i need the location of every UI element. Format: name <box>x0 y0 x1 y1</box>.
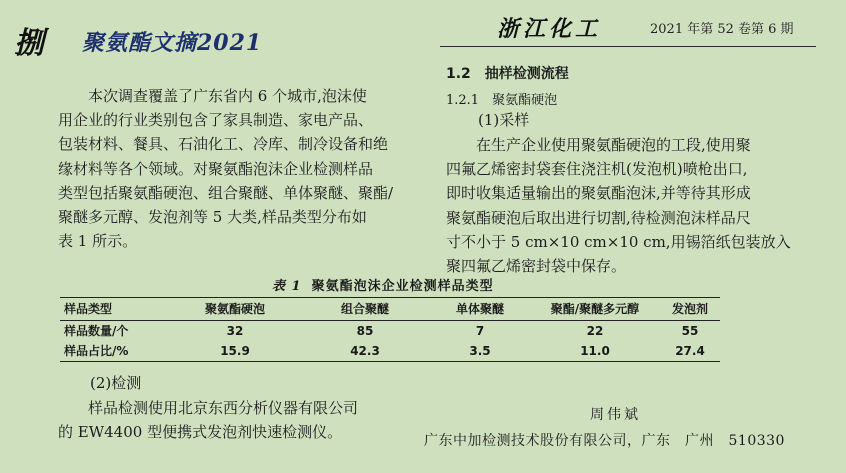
table-cell: 样品数量/个 <box>64 324 129 338</box>
table-caption-text: 聚氨酯泡沫企业检测样品类型 <box>311 279 494 294</box>
subsection-heading: 1.2.1 聚氨酯硬泡 <box>446 93 558 108</box>
section-heading: 1.2 抽样检测流程 <box>446 66 569 82</box>
detection-line: 的 EW4400 型便携式发泡剂快速检测仪。 <box>58 423 343 442</box>
detection-heading: (2)检测 <box>90 374 142 392</box>
table-caption-number: 表 1 <box>272 279 302 294</box>
table-cell: 样品占比/% <box>60 341 170 362</box>
intro-line: 类型包括聚氨酯硬泡、组合聚醚、单体聚醚、聚酯/ <box>58 183 394 202</box>
intro-paragraph <box>58 84 403 253</box>
sampling-line: 四氟乙烯密封袋套住浇注机(发泡机)喷枪出口, <box>446 160 748 179</box>
table-row <box>60 321 720 342</box>
table-cell: 15.9 <box>170 341 300 362</box>
sampling-line: 聚氨酯硬泡后取出进行切割,待检测泡沫样品尺 <box>446 208 751 227</box>
table-caption <box>272 275 494 294</box>
sample-type-table <box>60 297 720 362</box>
intro-line: 缘材料等各个领域。对聚氨酯泡沫企业检测样品 <box>58 159 374 178</box>
table-cell: 32 <box>226 323 244 338</box>
table-cell: 27.4 <box>660 341 720 362</box>
detection-line: 样品检测使用北京东西分析仪器有限公司 <box>88 399 359 417</box>
table-row <box>60 341 720 362</box>
sampling-heading: (1)采样 <box>478 111 530 129</box>
intro-line: 包装材料、餐具、石油化工、冷库、制冷设备和绝 <box>58 135 389 154</box>
sampling-line: 在生产企业使用聚氨酯硬泡的工段,使用聚 <box>476 136 751 154</box>
author-name: 周伟斌 <box>590 407 641 423</box>
sampling-line: 即时收集适量输出的聚氨酯泡沫,并等待其形成 <box>446 184 751 203</box>
sampling-line: 聚四氟乙烯密封袋中保存。 <box>446 257 627 276</box>
sampling-line: 寸不小于 5 cm×10 cm×10 cm,用锡箔纸包装放入 <box>446 232 791 251</box>
table-cell: 42.3 <box>300 341 430 362</box>
series-title: 聚氨酯文摘2021 <box>82 30 263 56</box>
section-mark: 捌 <box>14 26 46 61</box>
table-cell: 7 <box>475 323 485 338</box>
table-cell: 85 <box>356 323 374 338</box>
table-header-cell: 发泡剂 <box>660 298 720 321</box>
table-header-cell: 样品类型 <box>60 298 170 321</box>
author-affiliation: 广东中加检测技术股份有限公司，广东 广州 510330 <box>424 433 785 449</box>
table-header-cell: 聚酯/聚醚多元醇 <box>530 298 660 321</box>
issue-info: 2021 年第 52 卷第 6 期 <box>650 22 794 37</box>
table-header-cell: 聚氨酯硬泡 <box>170 298 300 321</box>
table-cell: 22 <box>586 323 604 338</box>
table-header-cell: 单体聚醚 <box>430 298 530 321</box>
intro-line: 表 1 所示。 <box>58 232 138 251</box>
detection-paragraph <box>58 396 408 444</box>
table-cell: 3.5 <box>430 341 530 362</box>
intro-line: 本次调查覆盖了广东省内 6 个城市,泡沫使 <box>88 87 367 105</box>
table-header-cell: 组合聚醚 <box>300 298 430 321</box>
table-cell: 11.0 <box>530 341 660 362</box>
intro-line: 聚醚多元醇、发泡剂等 5 大类,样品类型分布如 <box>58 208 367 227</box>
table-cell: 55 <box>681 323 699 338</box>
journal-name: 浙江化工 <box>497 16 602 42</box>
table-header-row <box>60 298 720 321</box>
sampling-paragraph <box>446 133 806 278</box>
header-rule <box>440 46 816 47</box>
intro-line: 用企业的行业类别包含了家具制造、家电产品、 <box>58 111 374 130</box>
